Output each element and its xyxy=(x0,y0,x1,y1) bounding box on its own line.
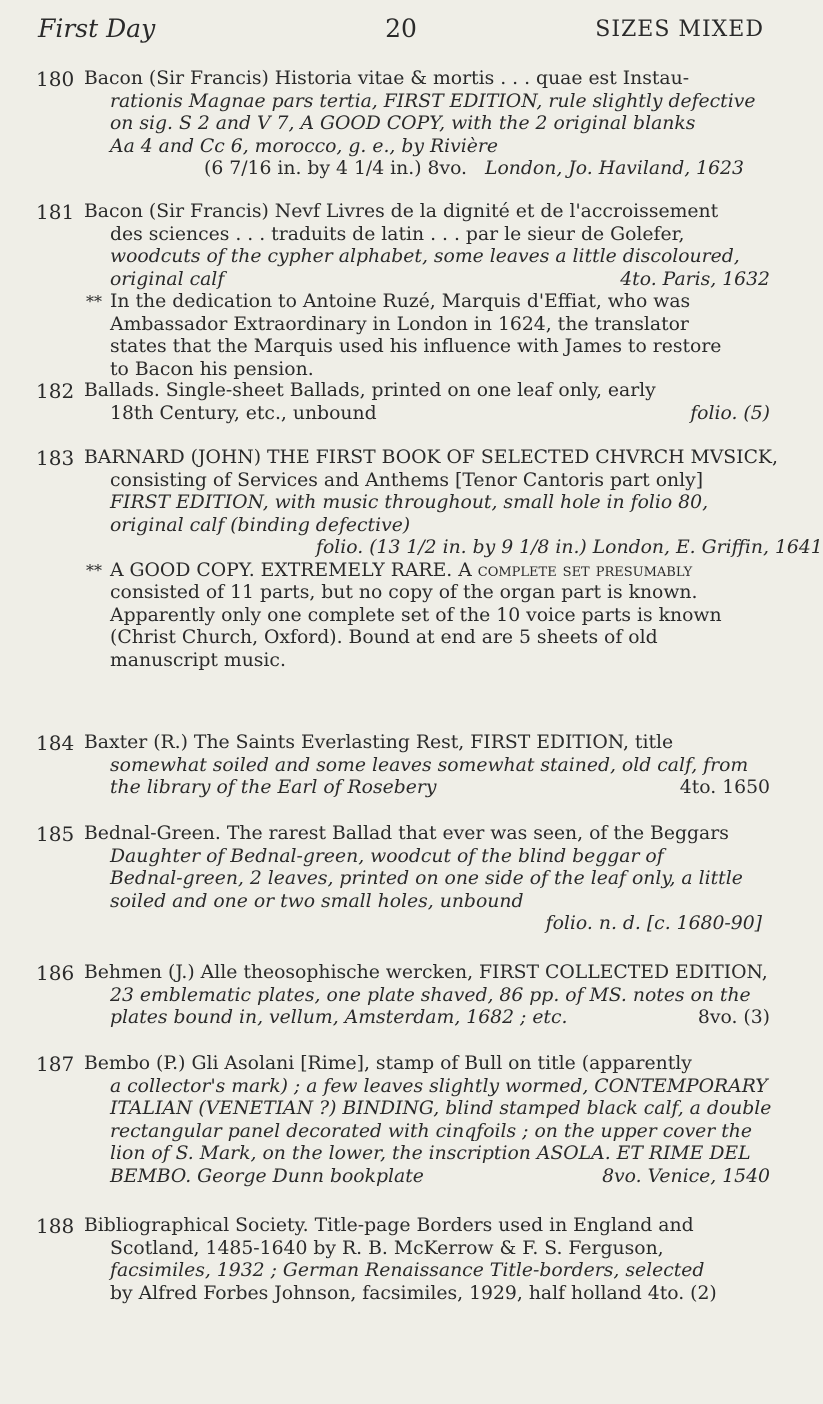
lot-entry xyxy=(36,732,770,800)
note-line: (Christ Church, Oxford). Bound at end are 5 sheets of old xyxy=(110,627,658,648)
entry-line: Baxter (R.) The Saints Everlasting Rest, FIRST EDITION, title xyxy=(84,732,674,753)
note-asterisks: ** xyxy=(86,560,102,580)
entry-line: Aa 4 and Cc 6, morocco, g. e., by Rivière xyxy=(110,135,498,157)
entry-line: somewhat soiled and some leaves somewhat stained, old calf, from xyxy=(110,754,749,776)
note-line: Apparently only one complete set of the 10 voice parts is known xyxy=(110,604,722,626)
note-line: A GOOD COPY. EXTREMELY RARE. A complete set presumably xyxy=(110,559,693,581)
entry-line: rectangular panel decorated with cinqfoils ; on the upper cover the xyxy=(110,1120,753,1142)
day-heading: First Day xyxy=(38,14,156,43)
entry-imprint: London, Jo. Haviland, 1623 xyxy=(485,158,744,179)
entry-provenance: BEMBO. George Dunn bookplate xyxy=(110,1165,424,1187)
lot-number: 186 xyxy=(36,961,75,985)
entry-line: FIRST EDITION, with music throughout, small hole in folio 80, xyxy=(110,492,709,513)
note-line: consisted of 11 parts, but no copy of the organ part is known. xyxy=(110,582,698,603)
page-number: 20 xyxy=(385,14,417,43)
entry-format: folio. (5) xyxy=(690,402,770,424)
note-line: In the dedication to Antoine Ruzé, Marquis d'Effiat, who was xyxy=(110,291,691,312)
entry-line: Behmen (J.) Alle theosophische wercken, FIRST COLLECTED EDITION, xyxy=(84,962,768,983)
entry-line: 18th Century, etc., unbound xyxy=(110,402,377,424)
lot-number: 188 xyxy=(36,1214,75,1238)
entry-binding: original calf xyxy=(110,268,225,290)
entry-line: a collector's mark) ; a few leaves slightly wormed, CONTEMPORARY xyxy=(110,1075,768,1097)
entry-line: Bembo (P.) Gli Asolani [Rime], stamp of Bull on title (apparently xyxy=(84,1053,692,1074)
lot-entry xyxy=(36,446,823,672)
entry-line: Bacon (Sir Francis) Historia vitae & mortis . . . quae est Instau- xyxy=(84,68,690,89)
lot-number: 184 xyxy=(36,731,75,755)
entry-line: facsimiles, 1932 ; German Renaissance Title-borders, selected xyxy=(110,1260,705,1281)
entry-line: Ballads. Single-sheet Ballads, printed on one leaf only, early xyxy=(84,380,656,401)
entry-line: lion of S. Mark, on the lower, the inscription ASOLA. ET RIME DEL xyxy=(110,1143,751,1164)
entry-format: 8vo. (3) xyxy=(697,1007,770,1028)
lot-entry xyxy=(36,962,770,1030)
lot-entry xyxy=(36,201,770,381)
entry-imprint: 8vo. Venice, 1540 xyxy=(602,1165,770,1187)
note-asterisks: ** xyxy=(86,292,102,311)
lot-number: 187 xyxy=(36,1052,75,1076)
entry-size: (6 7/16 in. by 4 1/4 in.) 8vo. xyxy=(204,158,468,179)
entry-line: soiled and one or two small holes, unbound xyxy=(110,890,524,912)
entry-imprint: 4to. Paris, 1632 xyxy=(620,268,770,290)
note-line: Ambassador Extraordinary in London in 1624, the translator xyxy=(110,313,689,335)
entry-line: Bednal-green, 2 leaves, printed on one side of the leaf only, a little xyxy=(110,868,743,889)
lot-number: 182 xyxy=(36,379,75,403)
note-line: manuscript music. xyxy=(110,649,286,671)
note-line: states that the Marquis used his influence with James to restore xyxy=(110,336,722,357)
entry-line: 23 emblematic plates, one plate shaved, 86 pp. of MS. notes on the xyxy=(110,984,751,1006)
lot-number: 181 xyxy=(36,200,75,224)
entry-line: ITALIAN (VENETIAN ?) BINDING, blind stamped black calf, a double xyxy=(110,1098,772,1119)
entry-line: original calf (binding defective) xyxy=(110,514,411,536)
section-heading: SIZES MIXED xyxy=(595,17,764,42)
entry-binding: plates bound in, vellum, Amsterdam, 1682 ; etc. xyxy=(110,1007,568,1028)
entry-provenance: the library of the Earl of Rosebery xyxy=(110,777,437,798)
entry-line: BARNARD (JOHN) THE FIRST BOOK OF SELECTED CHVRCH MVSICK, xyxy=(84,447,778,468)
entry-line: on sig. S 2 and V 7, A GOOD COPY, with the 2 original blanks xyxy=(110,113,696,134)
lot-number: 183 xyxy=(36,446,75,470)
entry-format: 4to. 1650 xyxy=(679,777,770,798)
lot-entry xyxy=(36,380,770,425)
entry-date: folio. n. d. [c. 1680-90] xyxy=(545,913,762,934)
lot-entry xyxy=(36,1215,770,1305)
entry-line: rationis Magnae pars tertia, FIRST EDITION, rule slightly defective xyxy=(110,90,756,112)
page-header xyxy=(38,14,764,46)
entry-imprint: folio. (13 1/2 in. by 9 1/8 in.) London, E. Griffin, 1641 xyxy=(316,537,823,558)
lot-number: 180 xyxy=(36,67,75,91)
lot-entry xyxy=(36,68,770,181)
lot-number: 185 xyxy=(36,822,75,846)
entry-line: Bednal-Green. The rarest Ballad that ever was seen, of the Beggars xyxy=(84,823,729,844)
entry-line: des sciences . . . traduits de latin . . . par le sieur de Golefer, xyxy=(110,223,685,245)
entry-line: woodcuts of the cypher alphabet, some leaves a little discoloured, xyxy=(110,246,740,267)
entry-line: Bibliographical Society. Title-page Borders used in England and xyxy=(84,1215,694,1236)
entry-line: by Alfred Forbes Johnson, facsimiles, 1929, half holland 4to. (2) xyxy=(110,1282,717,1304)
entry-line: Bacon (Sir Francis) Nevf Livres de la dignité et de l'accroissement xyxy=(84,201,719,222)
entry-line: Daughter of Bednal-green, woodcut of the blind beggar of xyxy=(110,845,664,867)
entry-line: Scotland, 1485-1640 by R. B. McKerrow & F. S. Ferguson, xyxy=(110,1237,664,1259)
lot-entry xyxy=(36,823,770,936)
entry-line: consisting of Services and Anthems [Tenor Cantoris part only] xyxy=(110,469,704,491)
lot-entry xyxy=(36,1053,770,1188)
note-line: to Bacon his pension. xyxy=(110,358,314,380)
